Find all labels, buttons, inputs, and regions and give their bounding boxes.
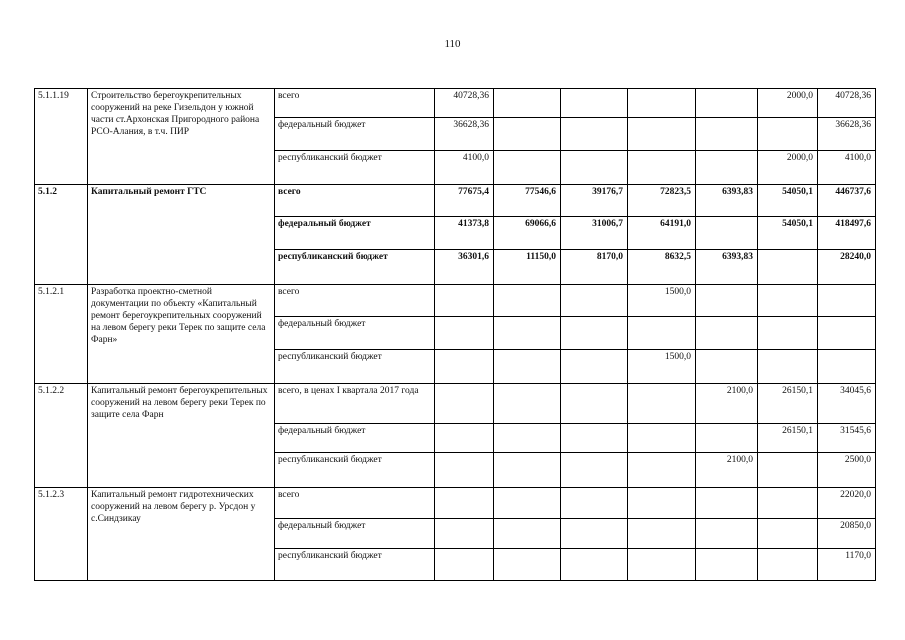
value-cell bbox=[561, 549, 628, 581]
value-cell: 64191,0 bbox=[628, 217, 696, 250]
value-cell bbox=[696, 549, 758, 581]
value-cell: 446737,6 bbox=[818, 185, 876, 217]
value-cell bbox=[561, 285, 628, 317]
value-cell: 8632,5 bbox=[628, 250, 696, 285]
value-cell bbox=[696, 424, 758, 453]
funding-source: федеральный бюджет bbox=[275, 317, 435, 350]
value-cell: 72823,5 bbox=[628, 185, 696, 217]
item-code: 5.1.1.19 bbox=[35, 89, 88, 185]
value-cell bbox=[435, 350, 494, 384]
table-row bbox=[35, 89, 876, 118]
value-cell: 26150,1 bbox=[758, 424, 818, 453]
value-cell bbox=[561, 424, 628, 453]
value-cell bbox=[758, 488, 818, 519]
value-cell bbox=[628, 151, 696, 185]
value-cell bbox=[561, 118, 628, 151]
value-cell: 6393,83 bbox=[696, 250, 758, 285]
value-cell bbox=[818, 285, 876, 317]
value-cell: 2100,0 bbox=[696, 384, 758, 424]
value-cell: 34045,6 bbox=[818, 384, 876, 424]
value-cell: 2100,0 bbox=[696, 453, 758, 488]
value-cell bbox=[628, 317, 696, 350]
value-cell bbox=[758, 317, 818, 350]
value-cell bbox=[758, 250, 818, 285]
value-cell: 8170,0 bbox=[561, 250, 628, 285]
value-cell: 31545,6 bbox=[818, 424, 876, 453]
value-cell bbox=[628, 488, 696, 519]
item-code: 5.1.2 bbox=[35, 185, 88, 285]
value-cell bbox=[696, 151, 758, 185]
value-cell: 39176,7 bbox=[561, 185, 628, 217]
value-cell bbox=[561, 453, 628, 488]
value-cell: 40728,36 bbox=[435, 89, 494, 118]
value-cell bbox=[435, 453, 494, 488]
funding-source: федеральный бюджет bbox=[275, 519, 435, 549]
value-cell bbox=[758, 549, 818, 581]
value-cell bbox=[435, 519, 494, 549]
table-row bbox=[35, 384, 876, 424]
value-cell bbox=[696, 317, 758, 350]
item-name: Строительство берегоукрепительных сооружений на реке Гизельдон у южной части ст.Архонская Пригородного района РСО-Алания, в т.ч. ПИР bbox=[88, 89, 275, 185]
value-cell bbox=[628, 519, 696, 549]
value-cell bbox=[561, 317, 628, 350]
value-cell bbox=[818, 317, 876, 350]
value-cell: 36301,6 bbox=[435, 250, 494, 285]
value-cell bbox=[435, 384, 494, 424]
value-cell bbox=[435, 424, 494, 453]
value-cell bbox=[494, 519, 561, 549]
value-cell: 69066,6 bbox=[494, 217, 561, 250]
item-code: 5.1.2.2 bbox=[35, 384, 88, 488]
value-cell: 22020,0 bbox=[818, 488, 876, 519]
value-cell: 36628,36 bbox=[818, 118, 876, 151]
value-cell bbox=[628, 453, 696, 488]
item-code: 5.1.2.3 bbox=[35, 488, 88, 581]
funding-source: республиканский бюджет bbox=[275, 549, 435, 581]
table-row bbox=[35, 185, 876, 217]
value-cell: 36628,36 bbox=[435, 118, 494, 151]
item-name: Разработка проектно-сметной документации по объекту «Капитальный ремонт берегоукрепительных сооружений на левом берегу реки Терек по защите села Фарн» bbox=[88, 285, 275, 384]
funding-source: республиканский бюджет bbox=[275, 453, 435, 488]
value-cell bbox=[494, 453, 561, 488]
value-cell bbox=[435, 488, 494, 519]
table-row bbox=[35, 488, 876, 519]
value-cell: 54050,1 bbox=[758, 217, 818, 250]
funding-source: республиканский бюджет bbox=[275, 250, 435, 285]
funding-source: всего bbox=[275, 185, 435, 217]
value-cell bbox=[561, 350, 628, 384]
value-cell: 6393,83 bbox=[696, 185, 758, 217]
value-cell: 77546,6 bbox=[494, 185, 561, 217]
value-cell: 2000,0 bbox=[758, 89, 818, 118]
value-cell: 41373,8 bbox=[435, 217, 494, 250]
funding-source: всего bbox=[275, 89, 435, 118]
value-cell: 1170,0 bbox=[818, 549, 876, 581]
value-cell: 40728,36 bbox=[818, 89, 876, 118]
value-cell bbox=[628, 424, 696, 453]
value-cell bbox=[628, 89, 696, 118]
value-cell: 4100,0 bbox=[818, 151, 876, 185]
value-cell: 54050,1 bbox=[758, 185, 818, 217]
value-cell: 2000,0 bbox=[758, 151, 818, 185]
value-cell bbox=[494, 118, 561, 151]
funding-source: всего bbox=[275, 488, 435, 519]
value-cell bbox=[758, 350, 818, 384]
funding-source: республиканский бюджет bbox=[275, 151, 435, 185]
page-number: 110 bbox=[444, 38, 461, 50]
value-cell bbox=[696, 89, 758, 118]
funding-source: всего bbox=[275, 285, 435, 317]
value-cell bbox=[561, 89, 628, 118]
item-code: 5.1.2.1 bbox=[35, 285, 88, 384]
funding-source: федеральный бюджет bbox=[275, 217, 435, 250]
value-cell bbox=[628, 384, 696, 424]
value-cell bbox=[494, 384, 561, 424]
value-cell bbox=[628, 549, 696, 581]
funding-source: федеральный бюджет bbox=[275, 424, 435, 453]
table-row bbox=[35, 285, 876, 317]
value-cell: 28240,0 bbox=[818, 250, 876, 285]
value-cell bbox=[818, 350, 876, 384]
value-cell bbox=[696, 488, 758, 519]
value-cell bbox=[494, 285, 561, 317]
value-cell: 4100,0 bbox=[435, 151, 494, 185]
value-cell bbox=[696, 519, 758, 549]
value-cell bbox=[435, 549, 494, 581]
value-cell: 2500,0 bbox=[818, 453, 876, 488]
value-cell bbox=[561, 384, 628, 424]
value-cell: 1500,0 bbox=[628, 285, 696, 317]
value-cell: 11150,0 bbox=[494, 250, 561, 285]
value-cell bbox=[494, 488, 561, 519]
value-cell bbox=[435, 285, 494, 317]
value-cell bbox=[696, 118, 758, 151]
funding-source: федеральный бюджет bbox=[275, 118, 435, 151]
value-cell bbox=[494, 424, 561, 453]
value-cell bbox=[561, 151, 628, 185]
value-cell bbox=[758, 519, 818, 549]
value-cell bbox=[494, 151, 561, 185]
value-cell bbox=[494, 317, 561, 350]
value-cell: 26150,1 bbox=[758, 384, 818, 424]
value-cell: 77675,4 bbox=[435, 185, 494, 217]
value-cell: 20850,0 bbox=[818, 519, 876, 549]
value-cell: 418497,6 bbox=[818, 217, 876, 250]
value-cell bbox=[435, 317, 494, 350]
budget-table bbox=[34, 88, 876, 581]
value-cell: 31006,7 bbox=[561, 217, 628, 250]
value-cell bbox=[758, 285, 818, 317]
value-cell bbox=[561, 488, 628, 519]
value-cell: 1500,0 bbox=[628, 350, 696, 384]
item-name: Капитальный ремонт гидротехнических сооружений на левом берегу р. Урсдон у с.Синдзикау bbox=[88, 488, 275, 581]
funding-source: республиканский бюджет bbox=[275, 350, 435, 384]
value-cell bbox=[494, 89, 561, 118]
funding-source: всего, в ценах I квартала 2017 года bbox=[275, 384, 435, 424]
value-cell bbox=[758, 453, 818, 488]
value-cell bbox=[494, 549, 561, 581]
value-cell bbox=[696, 285, 758, 317]
value-cell bbox=[628, 118, 696, 151]
value-cell bbox=[696, 217, 758, 250]
value-cell bbox=[561, 519, 628, 549]
value-cell bbox=[758, 118, 818, 151]
value-cell bbox=[696, 350, 758, 384]
item-name: Капитальный ремонт ГТС bbox=[88, 185, 275, 285]
item-name: Капитальный ремонт берегоукрепительных сооружений на левом берегу реки Терек по защите села Фарн bbox=[88, 384, 275, 488]
value-cell bbox=[494, 350, 561, 384]
